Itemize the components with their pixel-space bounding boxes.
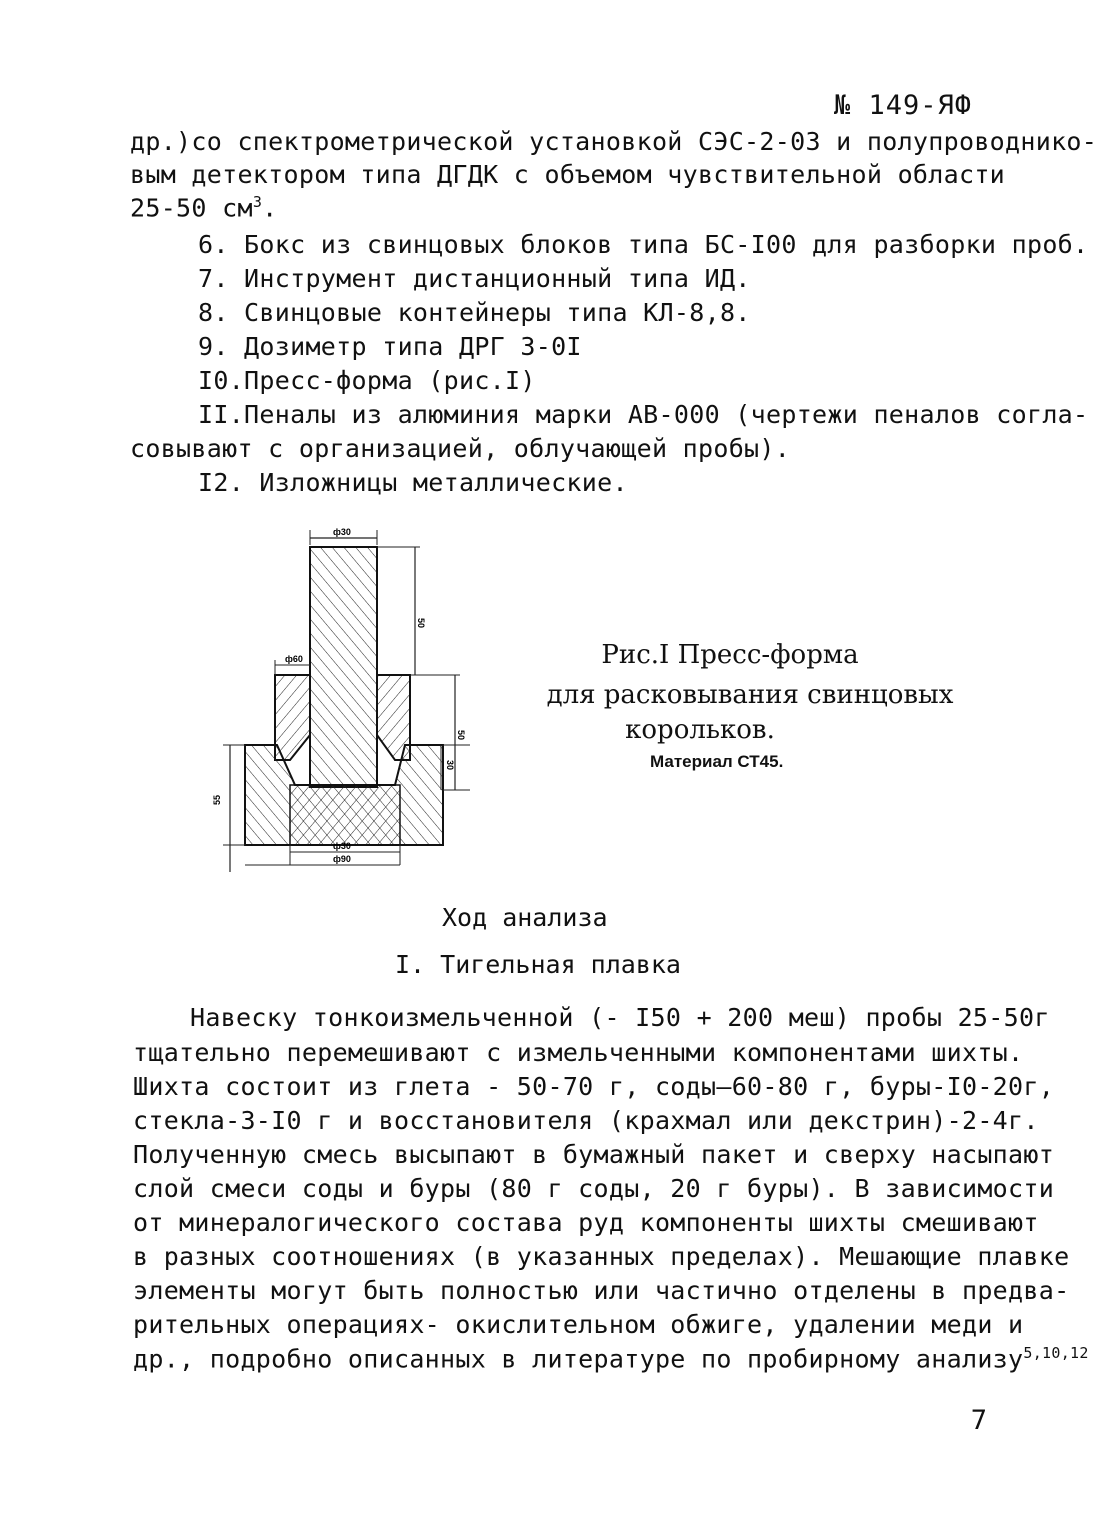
list-line: др.)со спектрометрической установкой СЭС-2-03 и полупроводнико- bbox=[130, 127, 1098, 156]
dim-bottom-outer: ф90 bbox=[333, 854, 351, 864]
body-line: от минералогического состава руд компоненты шихты смешивают bbox=[133, 1208, 1039, 1237]
figure-caption-line1: Рис.I Пресс-форма bbox=[601, 640, 859, 670]
body-line: в разных соотношениях (в указанных пределах). Мешающие плавке bbox=[133, 1242, 1070, 1271]
list-item-7: 7. Инструмент дистанционный типа ИД. bbox=[198, 264, 751, 293]
dim-bottom-inner: ф30 bbox=[333, 841, 351, 851]
section-subheading: I. Тигельная плавка bbox=[395, 950, 681, 979]
body-line: рительных операциях- окислительном обжиге, удалении меди и bbox=[133, 1310, 1024, 1339]
list-item-12: I2. Изложницы металлические. bbox=[198, 468, 628, 497]
body-line: Полученную смесь высыпают в бумажный пакет и сверху насыпают bbox=[133, 1140, 1055, 1169]
body-last-line: др., подробно описанных в литературе по пробирному анализу$^{5,10,12}$ bbox=[133, 1344, 1089, 1374]
body-line: элементы могут быть полностью или частично отделены в предва- bbox=[133, 1276, 1070, 1305]
list-item-11: II.Пеналы из алюминия марки АВ-000 (чертежи пеналов согла- bbox=[198, 400, 1089, 429]
press-form-drawing bbox=[212, 520, 475, 880]
page-number: 7 bbox=[970, 1405, 987, 1436]
body-line: слой смеси соды и буры (80 г соды, 20 г буры). В зависимости bbox=[133, 1174, 1055, 1203]
dim-top-width: ф30 bbox=[333, 527, 351, 537]
body-line: стекла-3-I0 г и восстановителя (крахмал или декстрин)-2-4г. bbox=[133, 1106, 1039, 1135]
figure-caption-line2: для расковывания свинцовых bbox=[546, 680, 954, 710]
list-item-6: 6. Бокс из свинцовых блоков типа БС-I00 для разборки проб. bbox=[198, 230, 1089, 259]
list-item-9: 9. Дозиметр типа ДРГ 3-0I bbox=[198, 332, 582, 361]
body-line: Навеску тонкоизмельченной (- I50 + 200 меш) пробы 25-50г bbox=[190, 1003, 1050, 1032]
dim-left-height: 55 bbox=[212, 794, 222, 805]
volume-line: 25-50 $см^3$. bbox=[130, 193, 278, 223]
document-number: № 149-ЯФ bbox=[833, 90, 972, 121]
list-item-10: I0.Пресс-форма (рис.I) bbox=[198, 366, 536, 395]
list-item-8: 8. Свинцовые контейнеры типа КЛ-8,8. bbox=[198, 298, 751, 327]
dim-upper-height: 50 bbox=[416, 618, 426, 629]
list-item-11-cont: совывают с организацией, облучающей пробы). bbox=[130, 434, 791, 463]
dim-collar: ф60 bbox=[285, 654, 303, 664]
section-heading: Ход анализа bbox=[442, 903, 608, 932]
figure-material: Материал СТ45. bbox=[650, 752, 784, 771]
list-line: вым детектором типа ДГДК с объемом чувствительной области bbox=[130, 160, 1006, 189]
figure-caption-line3: корольков. bbox=[625, 715, 775, 745]
dim-mid-height: 50 bbox=[456, 730, 466, 741]
dim-inner-height: 30 bbox=[445, 760, 455, 771]
body-line: Шихта состоит из глета - 50-70 г, соды—60-80 г, буры-I0-20г, bbox=[133, 1072, 1055, 1101]
body-line: тщательно перемешивают с измельченными компонентами шихты. bbox=[133, 1038, 1024, 1067]
